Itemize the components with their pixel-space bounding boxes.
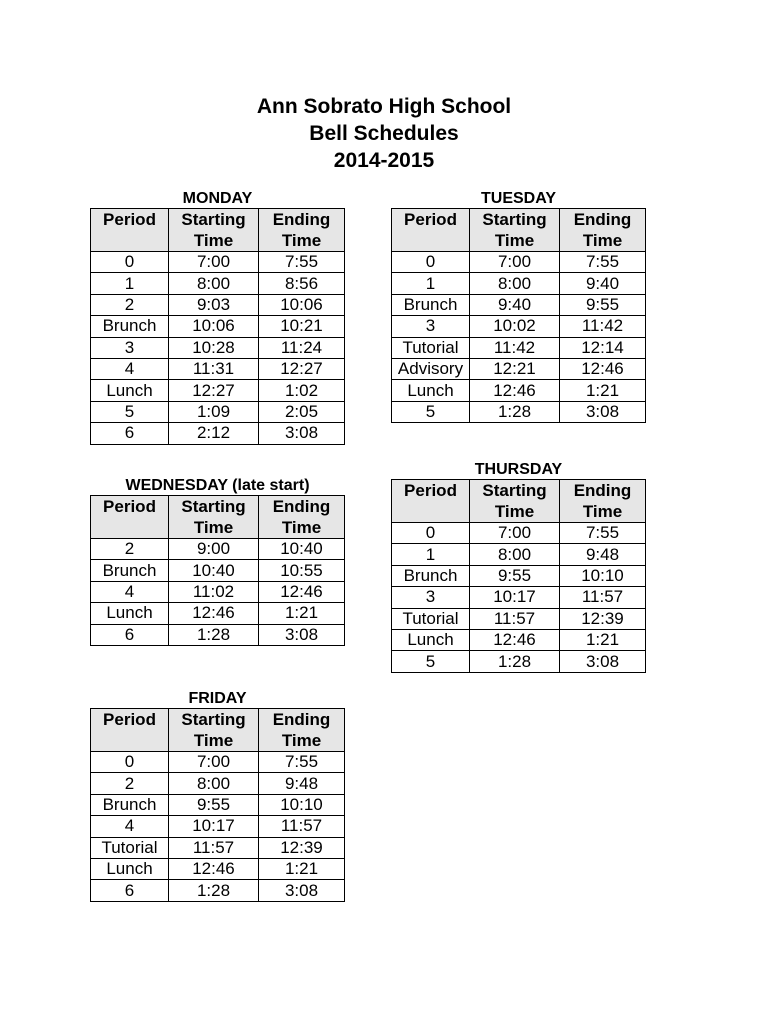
period-cell: 5 <box>392 401 470 422</box>
period-cell: 2 <box>91 539 169 560</box>
schedule-table <box>90 708 345 902</box>
period-cell: Lunch <box>91 858 169 879</box>
period-cell: Tutorial <box>91 837 169 858</box>
start-time-cell: 1:28 <box>470 401 560 422</box>
table-row <box>392 565 646 586</box>
start-time-cell: 12:21 <box>470 358 560 379</box>
schedule-table <box>90 495 345 646</box>
start-time-cell: 1:09 <box>169 401 259 422</box>
period-cell: Lunch <box>392 629 470 650</box>
period-cell: 4 <box>91 581 169 602</box>
table-row <box>91 880 345 901</box>
table-row <box>91 752 345 773</box>
start-time-cell: 11:31 <box>169 358 259 379</box>
end-time-cell: 9:55 <box>560 294 646 315</box>
end-time-cell: 12:39 <box>259 837 345 858</box>
table-row <box>91 423 345 444</box>
period-cell: Brunch <box>91 316 169 337</box>
table-row <box>392 294 646 315</box>
period-cell: 2 <box>91 773 169 794</box>
start-time-cell: 12:46 <box>169 603 259 624</box>
schedule-rows <box>91 752 345 902</box>
document-header <box>0 93 768 174</box>
period-cell: 0 <box>91 752 169 773</box>
table-row <box>91 358 345 379</box>
start-time-cell: 1:28 <box>470 651 560 672</box>
table-row <box>392 608 646 629</box>
table-row <box>91 581 345 602</box>
start-time-cell: 2:12 <box>169 423 259 444</box>
starting-time-column-header: Starting Time <box>169 496 259 539</box>
schedule-title: FRIDAY <box>188 690 247 707</box>
table-row <box>91 794 345 815</box>
schedule-friday <box>90 689 345 902</box>
start-time-cell: 7:00 <box>470 252 560 273</box>
end-time-cell: 7:55 <box>259 252 345 273</box>
schedule-table <box>391 208 646 423</box>
table-row <box>91 603 345 624</box>
table-row <box>392 358 646 379</box>
end-time-cell: 3:08 <box>560 651 646 672</box>
period-column-header: Period <box>91 209 169 252</box>
end-time-cell: 10:06 <box>259 294 345 315</box>
table-row <box>91 816 345 837</box>
table-row <box>91 837 345 858</box>
end-time-cell: 9:48 <box>560 544 646 565</box>
period-cell: 6 <box>91 880 169 901</box>
table-row <box>392 401 646 422</box>
period-cell: 5 <box>392 651 470 672</box>
table-row <box>392 587 646 608</box>
schedule-monday <box>90 189 345 445</box>
end-time-cell: 10:55 <box>259 560 345 581</box>
period-cell: 1 <box>91 273 169 294</box>
end-time-cell: 11:24 <box>259 337 345 358</box>
period-cell: 4 <box>91 358 169 379</box>
table-row <box>91 624 345 645</box>
ending-time-column-header: Ending Time <box>560 480 646 523</box>
start-time-cell: 10:02 <box>470 316 560 337</box>
start-time-cell: 8:00 <box>169 773 259 794</box>
period-cell: 1 <box>392 273 470 294</box>
table-row <box>392 316 646 337</box>
end-time-cell: 1:21 <box>560 629 646 650</box>
table-row <box>392 273 646 294</box>
start-time-cell: 11:57 <box>470 608 560 629</box>
start-time-cell: 8:00 <box>169 273 259 294</box>
start-time-cell: 9:55 <box>169 794 259 815</box>
period-cell: Brunch <box>91 794 169 815</box>
period-cell: 6 <box>91 423 169 444</box>
table-row <box>91 252 345 273</box>
period-column-header: Period <box>91 709 169 752</box>
table-row <box>392 544 646 565</box>
table-row <box>91 337 345 358</box>
end-time-cell: 12:39 <box>560 608 646 629</box>
schedule-table <box>391 479 646 673</box>
schedule-rows <box>91 539 345 646</box>
end-time-cell: 9:40 <box>560 273 646 294</box>
end-time-cell: 8:56 <box>259 273 345 294</box>
schedule-title: THURSDAY <box>474 461 563 478</box>
period-cell: 6 <box>91 624 169 645</box>
start-time-cell: 1:28 <box>169 880 259 901</box>
ending-time-column-header: Ending Time <box>259 709 345 752</box>
end-time-cell: 10:10 <box>560 565 646 586</box>
table-row <box>91 858 345 879</box>
school-year: 2014-2015 <box>333 149 435 172</box>
schedule-thursday <box>391 460 646 673</box>
start-time-cell: 10:17 <box>470 587 560 608</box>
period-cell: Lunch <box>91 380 169 401</box>
period-cell: 5 <box>91 401 169 422</box>
period-column-header: Period <box>392 480 470 523</box>
period-cell: 3 <box>91 337 169 358</box>
period-cell: 3 <box>392 316 470 337</box>
starting-time-column-header: Starting Time <box>169 709 259 752</box>
table-row <box>392 523 646 544</box>
table-header-row <box>91 209 345 252</box>
start-time-cell: 1:28 <box>169 624 259 645</box>
period-cell: Brunch <box>91 560 169 581</box>
ending-time-column-header: Ending Time <box>259 496 345 539</box>
schedule-title: MONDAY <box>182 190 253 207</box>
document-subtitle: Bell Schedules <box>309 122 459 145</box>
start-time-cell: 11:42 <box>470 337 560 358</box>
ending-time-column-header: Ending Time <box>259 209 345 252</box>
table-row <box>91 560 345 581</box>
end-time-cell: 1:21 <box>259 603 345 624</box>
schedule-title: TUESDAY <box>481 190 556 207</box>
start-time-cell: 9:40 <box>470 294 560 315</box>
table-row <box>392 651 646 672</box>
period-cell: 0 <box>392 523 470 544</box>
period-cell: 4 <box>91 816 169 837</box>
table-row <box>392 629 646 650</box>
starting-time-column-header: Starting Time <box>470 480 560 523</box>
period-cell: Lunch <box>392 380 470 401</box>
start-time-cell: 9:00 <box>169 539 259 560</box>
period-column-header: Period <box>392 209 470 252</box>
schedule-rows <box>392 523 646 673</box>
starting-time-column-header: Starting Time <box>169 209 259 252</box>
start-time-cell: 12:46 <box>169 858 259 879</box>
end-time-cell: 1:02 <box>259 380 345 401</box>
end-time-cell: 12:27 <box>259 358 345 379</box>
period-column-header: Period <box>91 496 169 539</box>
table-row <box>91 380 345 401</box>
end-time-cell: 11:57 <box>259 816 345 837</box>
end-time-cell: 7:55 <box>560 523 646 544</box>
table-header-row <box>91 709 345 752</box>
table-row <box>91 316 345 337</box>
period-cell: 3 <box>392 587 470 608</box>
table-row <box>91 401 345 422</box>
end-time-cell: 12:46 <box>259 581 345 602</box>
start-time-cell: 9:03 <box>169 294 259 315</box>
period-cell: Lunch <box>91 603 169 624</box>
table-header-row <box>392 209 646 252</box>
schedule-table <box>90 208 345 445</box>
start-time-cell: 8:00 <box>470 544 560 565</box>
start-time-cell: 10:28 <box>169 337 259 358</box>
start-time-cell: 12:46 <box>470 629 560 650</box>
table-header-row <box>392 480 646 523</box>
schedule-title: WEDNESDAY (late start) <box>125 477 310 494</box>
end-time-cell: 10:40 <box>259 539 345 560</box>
period-cell: 0 <box>392 252 470 273</box>
school-name: Ann Sobrato High School <box>256 95 512 118</box>
period-cell: Advisory <box>392 358 470 379</box>
end-time-cell: 3:08 <box>560 401 646 422</box>
end-time-cell: 9:48 <box>259 773 345 794</box>
start-time-cell: 10:06 <box>169 316 259 337</box>
end-time-cell: 11:57 <box>560 587 646 608</box>
schedule-rows <box>392 252 646 423</box>
start-time-cell: 7:00 <box>169 752 259 773</box>
table-row <box>91 273 345 294</box>
end-time-cell: 1:21 <box>259 858 345 879</box>
start-time-cell: 11:57 <box>169 837 259 858</box>
start-time-cell: 7:00 <box>169 252 259 273</box>
end-time-cell: 10:21 <box>259 316 345 337</box>
period-cell: 2 <box>91 294 169 315</box>
end-time-cell: 7:55 <box>259 752 345 773</box>
period-cell: Tutorial <box>392 337 470 358</box>
end-time-cell: 3:08 <box>259 624 345 645</box>
start-time-cell: 11:02 <box>169 581 259 602</box>
period-cell: Brunch <box>392 294 470 315</box>
period-cell: Tutorial <box>392 608 470 629</box>
end-time-cell: 2:05 <box>259 401 345 422</box>
end-time-cell: 1:21 <box>560 380 646 401</box>
period-cell: Brunch <box>392 565 470 586</box>
end-time-cell: 12:46 <box>560 358 646 379</box>
period-cell: 0 <box>91 252 169 273</box>
table-row <box>392 380 646 401</box>
period-cell: 1 <box>392 544 470 565</box>
end-time-cell: 10:10 <box>259 794 345 815</box>
end-time-cell: 7:55 <box>560 252 646 273</box>
schedule-tuesday <box>391 189 646 423</box>
table-row <box>392 337 646 358</box>
ending-time-column-header: Ending Time <box>560 209 646 252</box>
start-time-cell: 12:27 <box>169 380 259 401</box>
end-time-cell: 12:14 <box>560 337 646 358</box>
start-time-cell: 9:55 <box>470 565 560 586</box>
table-row <box>91 539 345 560</box>
start-time-cell: 8:00 <box>470 273 560 294</box>
schedule-rows <box>91 252 345 445</box>
table-row <box>91 773 345 794</box>
schedule-wednesday <box>90 476 345 646</box>
start-time-cell: 7:00 <box>470 523 560 544</box>
end-time-cell: 11:42 <box>560 316 646 337</box>
table-row <box>91 294 345 315</box>
end-time-cell: 3:08 <box>259 423 345 444</box>
end-time-cell: 3:08 <box>259 880 345 901</box>
table-header-row <box>91 496 345 539</box>
start-time-cell: 12:46 <box>470 380 560 401</box>
start-time-cell: 10:17 <box>169 816 259 837</box>
starting-time-column-header: Starting Time <box>470 209 560 252</box>
table-row <box>392 252 646 273</box>
start-time-cell: 10:40 <box>169 560 259 581</box>
